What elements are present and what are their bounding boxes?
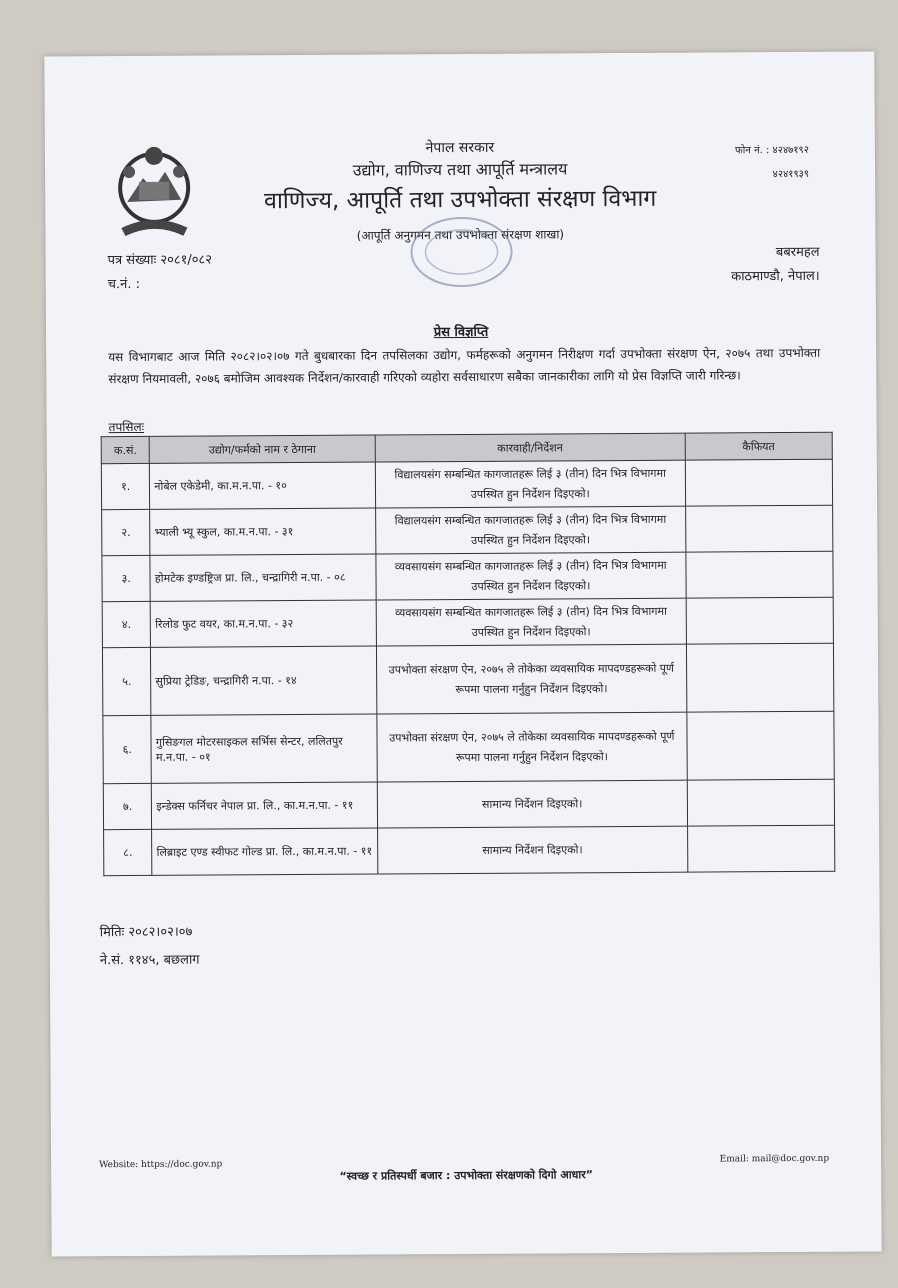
row-remarks <box>685 459 833 506</box>
table-row <box>101 459 832 509</box>
row-remarks <box>687 711 835 780</box>
row-firm-name: गुसिङगल मोटरसाइकल सर्भिस सेन्टर, ललितपुर म.न.पा. - ०१ <box>151 714 377 783</box>
table-row <box>102 643 833 715</box>
header-serial: क.सं. <box>101 436 150 463</box>
phone-number-2: ४२४१९३९ <box>772 168 810 181</box>
table-row <box>102 597 833 647</box>
row-remarks <box>686 551 834 598</box>
row-remarks <box>686 597 834 644</box>
row-firm-name: सुप्रिया ट्रेडिङ, चन्द्रागिरी न.पा. - १४ <box>151 646 377 715</box>
row-serial: ४. <box>102 601 151 647</box>
row-action: उपभोक्ता संरक्षण ऐन, २०७५ ले तोकेका व्यवसायिक मापदण्डहरूको पूर्ण रूपमा पालना गर्नुहुन निर्देशन दिइएको। <box>376 644 686 714</box>
inspection-table <box>101 432 836 876</box>
row-firm-name: रिलोड फुट वयर, का.म.न.पा. - ३२ <box>151 600 377 647</box>
email-text: Email: mail@doc.gov.np <box>719 1153 830 1165</box>
row-remarks <box>687 825 835 872</box>
row-action: सामान्य निर्देशन दिइएको। <box>377 780 687 828</box>
row-serial: २. <box>102 509 151 555</box>
row-remarks <box>686 643 834 712</box>
notice-intro-paragraph: यस विभागबाट आज मिति २०८२।०२।०७ गते बुधबारका दिन तपसिलका उद्योग, फर्महरूको अनुगमन निरीक्षण गर्दा उपभोक्ता संरक्षण ऐन, २०७५ तथा उपभोक्ता संरक्षण नियमावली, २०७६ बमोजिम आवश्यक निर्देशन/कारवाही गरिएको व्यहोरा सर्वसाधारण सबैका जानकारीका लागि यो प्रेस विज्ञप्ति जारी गरिन्छ। <box>108 345 821 387</box>
address-line-1: बबरमहल <box>775 244 820 261</box>
department-motto: “स्वच्छ र प्रतिस्पर्धी बजार : उपभोक्ता संरक्षणको दिगो आधार” <box>339 1168 593 1183</box>
row-serial: ५. <box>102 647 151 715</box>
phone-number-1: फोन नं. : ४२४७१९२ <box>735 144 809 157</box>
row-serial: ७. <box>103 783 152 829</box>
row-firm-name: लिब्राइट एण्ड स्वीफट गोल्ड प्रा. लि., का.म.न.पा. - ११ <box>152 828 378 875</box>
row-action: विद्यालयसंग सम्बन्धित कागजातहरू लिई ३ (तीन) दिन भित्र विभागमा उपस्थित हुन निर्देशन दिइएको। <box>375 506 685 554</box>
press-release-page <box>44 51 881 1256</box>
table-row <box>103 779 834 829</box>
row-firm-name: भ्याली भ्यू स्कुल, का.म.न.पा. - ३१ <box>150 508 376 555</box>
row-remarks <box>685 505 833 552</box>
table-row <box>102 551 833 601</box>
website-text: Website: https://doc.gov.np <box>99 1159 223 1171</box>
row-remarks <box>687 779 835 826</box>
government-name: नेपाल सरकार <box>425 139 495 157</box>
header-remarks: कैफियत <box>685 432 832 460</box>
row-action: व्यवसायसंग सम्बन्धित कागजातहरू लिई ३ (तीन) दिन भित्र विभागमा उपस्थित हुन निर्देशन दिइएको। <box>376 598 686 646</box>
row-action: व्यवसायसंग सम्बन्धित कागजातहरू लिई ३ (तीन) दिन भित्र विभागमा उपस्थित हुन निर्देशन दिइएको। <box>376 552 686 600</box>
row-action: सामान्य निर्देशन दिइएको। <box>377 826 687 874</box>
row-action: उपभोक्ता संरक्षण ऐन, २०७५ ले तोकेका व्यवसायिक मापदण्डहरूको पूर्ण रूपमा पालना गर्नुहुन निर्देशन दिइएको। <box>377 712 687 782</box>
row-serial: ६. <box>103 715 152 783</box>
details-label: तपसिलः <box>108 419 145 435</box>
row-action: विद्यालयसंग सम्बन्धित कागजातहरू लिई ३ (तीन) दिन भित्र विभागमा उपस्थित हुन निर्देशन दिइएको। <box>375 460 685 508</box>
address-line-2: काठमाण्डौ, नेपाल। <box>731 268 820 285</box>
row-serial: ३. <box>102 555 151 601</box>
row-firm-name: नोबेल एकेडेमी, का.म.न.पा. - १० <box>150 462 376 509</box>
nepal-sambat-date: ने.सं. ११४५, बछलाग <box>99 952 200 969</box>
notice-title: प्रेस विज्ञप्ति <box>433 324 489 341</box>
issue-date: मितिः २०८२।०२।०७ <box>99 924 193 941</box>
table-row <box>104 825 835 875</box>
row-serial: ८. <box>104 829 153 875</box>
table-row <box>103 711 834 783</box>
section-name: (आपूर्ति अनुगमन तथा उपभोक्ता संरक्षण शाखा) <box>356 227 565 243</box>
letter-reference-number: पत्र संख्याः २०८१/०८२ <box>107 252 213 269</box>
row-firm-name: होमटेक इण्डष्ट्रिज प्रा. लि., चन्द्रागिरी न.पा. - ०८ <box>150 554 376 601</box>
header-action: कारवाही/निर्देशन <box>375 433 685 462</box>
dispatch-number: च.नं. : <box>107 276 141 293</box>
row-firm-name: इन्डेक्स फर्निचर नेपाल प्रा. लि., का.म.न.पा. - ११ <box>152 782 378 829</box>
header-firm-name: उद्योग/फर्मको नाम र ठेगाना <box>150 435 376 463</box>
table-row <box>102 505 833 555</box>
department-name: वाणिज्य, आपूर्ति तथा उपभोक्ता संरक्षण विभाग <box>264 185 657 215</box>
office-stamp-icon <box>405 212 517 293</box>
row-serial: १. <box>101 463 150 509</box>
ministry-name: उद्योग, वाणिज्य तथा आपूर्ति मन्त्रालय <box>352 159 568 180</box>
